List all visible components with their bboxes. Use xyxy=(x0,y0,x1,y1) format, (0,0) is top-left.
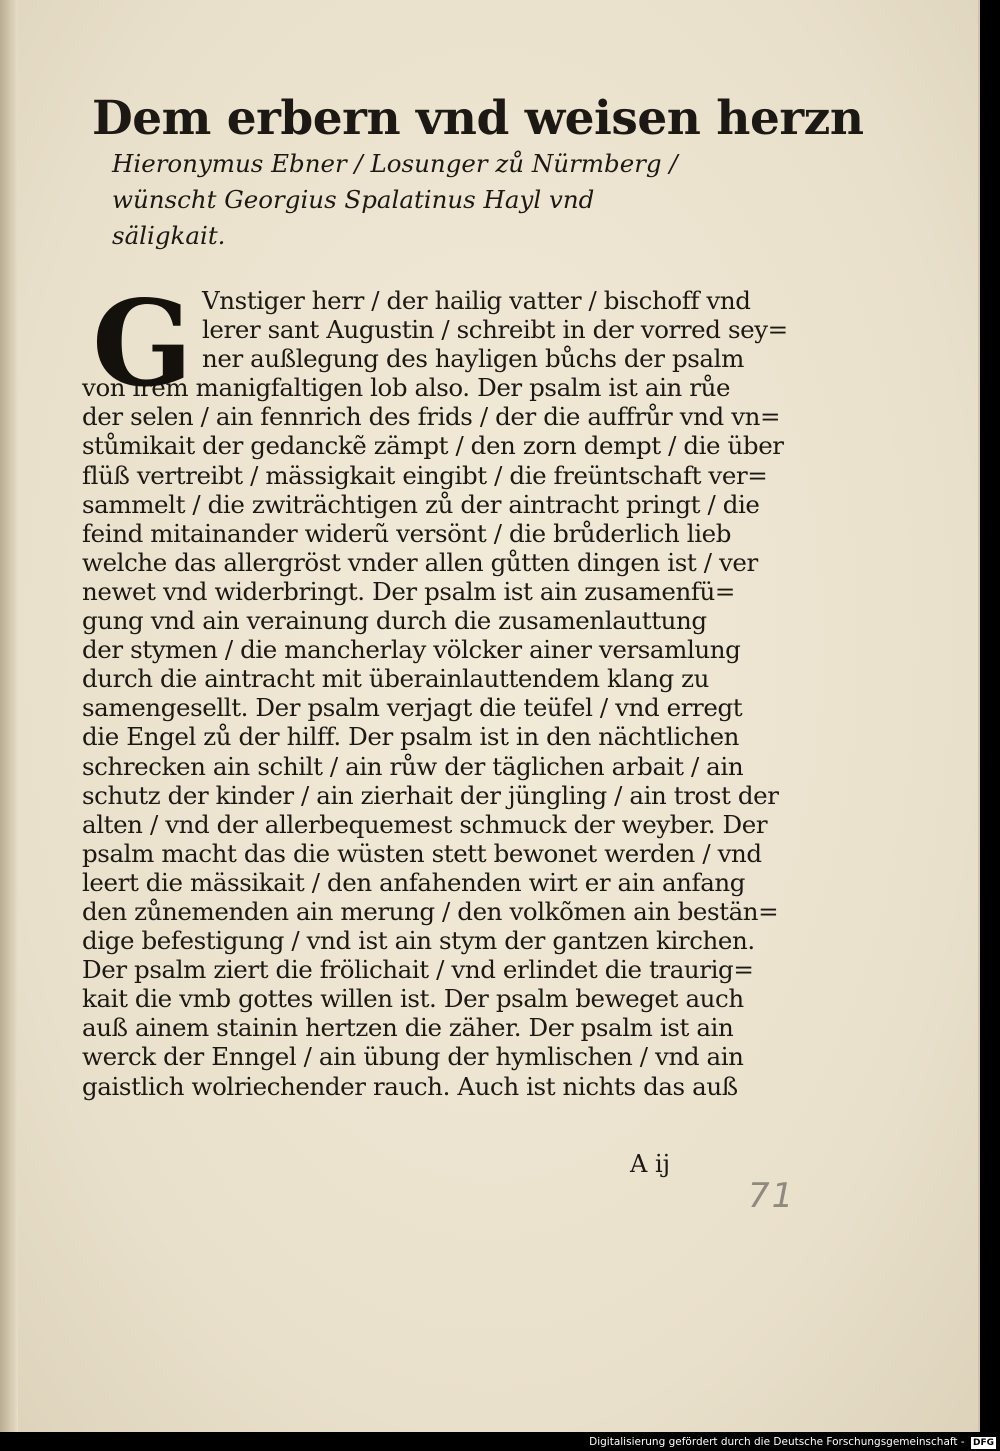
text-line: welche das allergröst vnder allen gůtten dingen ist / ver xyxy=(82,547,758,577)
text-line: stůmikait der gedanckẽ zämpt / den zorn dempt / die über xyxy=(82,431,784,461)
text-line: dige befestigung / vnd ist ain stym der gantzen kirchen. xyxy=(82,926,755,956)
subtitle-line: Hieronymus Ebner / Losunger zů Nürmberg / xyxy=(112,149,678,178)
text-line: schutz der kinder / ain zierhait der jüngling / ain trost der xyxy=(82,780,779,810)
text-line: kait die vmb gottes willen ist. Der psalm beweget auch xyxy=(82,984,744,1014)
digitization-footer xyxy=(560,1433,1000,1451)
folio-number: 71 xyxy=(748,1176,796,1216)
text-line: alten / vnd der allerbequemest schmuck der weyber. Der xyxy=(82,809,768,839)
subtitle-line: säligkait. xyxy=(112,221,226,250)
text-line: Vnstiger herr / der hailig vatter / bischoff vnd xyxy=(202,286,751,315)
subtitle-line: wünscht Georgius Spalatinus Hayl vnd xyxy=(112,185,595,214)
text-line: durch die aintracht mit überainlauttendem klang zu xyxy=(82,664,710,694)
dfg-logo: DFG xyxy=(972,1438,994,1448)
text-line: sammelt / die zwiträchtigen zů der aintracht pringt / die xyxy=(82,489,760,519)
text-line: psalm macht das die wüsten stett bewonet werden / vnd xyxy=(82,838,762,868)
text-line: newet vnd widerbringt. Der psalm ist ain zusamenfü= xyxy=(82,576,736,606)
text-line: lerer sant Augustin / schreibt in der vorred sey= xyxy=(202,315,788,345)
text-line: leert die mässikait / den anfahenden wirt er ain anfang xyxy=(82,867,746,897)
text-line: Der psalm ziert die frölichait / vnd erlindet die traurig= xyxy=(82,955,754,985)
body-text xyxy=(82,274,788,1101)
text-line: auß ainem stainin hertzen die zäher. Der psalm ist ain xyxy=(82,1013,734,1043)
text-line: ner außlegung des hayligen bůchs der psalm xyxy=(202,344,744,374)
text-line: der selen / ain fennrich des frids / der die auffrůr vnd vn= xyxy=(82,402,781,432)
text-line: gung vnd ain verainung durch die zusamenlauttung xyxy=(82,606,707,636)
page-title: Dem erbern vnd weisen herzn xyxy=(92,91,864,146)
text-line: werck der Enngel / ain übung der hymlischen / vnd ain xyxy=(82,1042,744,1072)
text-line: schrecken ain schilt / ain růw der täglichen arbait / ain xyxy=(82,751,744,781)
text-line: gaistlich wolriechender rauch. Auch ist nichts das auß xyxy=(82,1071,738,1101)
text-line: von irem manigfaltigen lob also. Der psalm ist ain růe xyxy=(82,373,731,403)
text-line: feind mitainander widerũ versönt / die brůderlich lieb xyxy=(82,518,732,548)
page-gutter-shadow xyxy=(0,0,18,1432)
text-block xyxy=(82,91,864,1101)
text-line: samengesellt. Der psalm verjagt die teüfel / vnd erregt xyxy=(82,693,743,723)
footer-text: Digitalisierung gefördert durch die Deutsche Forschungsgemeinschaft - xyxy=(589,1436,965,1448)
text-line: der stymen / die mancherlay völcker ainer versamlung xyxy=(82,635,741,665)
text-line: flüß vertreibt / mässigkait eingibt / die freüntschaft ver= xyxy=(82,460,768,490)
text-line: den zůnemenden ain merung / den volkõmen ain bestän= xyxy=(82,896,779,926)
text-line: die Engel zů der hilff. Der psalm ist in den nächtlichen xyxy=(82,722,740,752)
signature-mark: A ij xyxy=(630,1150,671,1178)
heading-subtitle xyxy=(112,146,772,254)
decorated-initial: G xyxy=(92,274,193,413)
